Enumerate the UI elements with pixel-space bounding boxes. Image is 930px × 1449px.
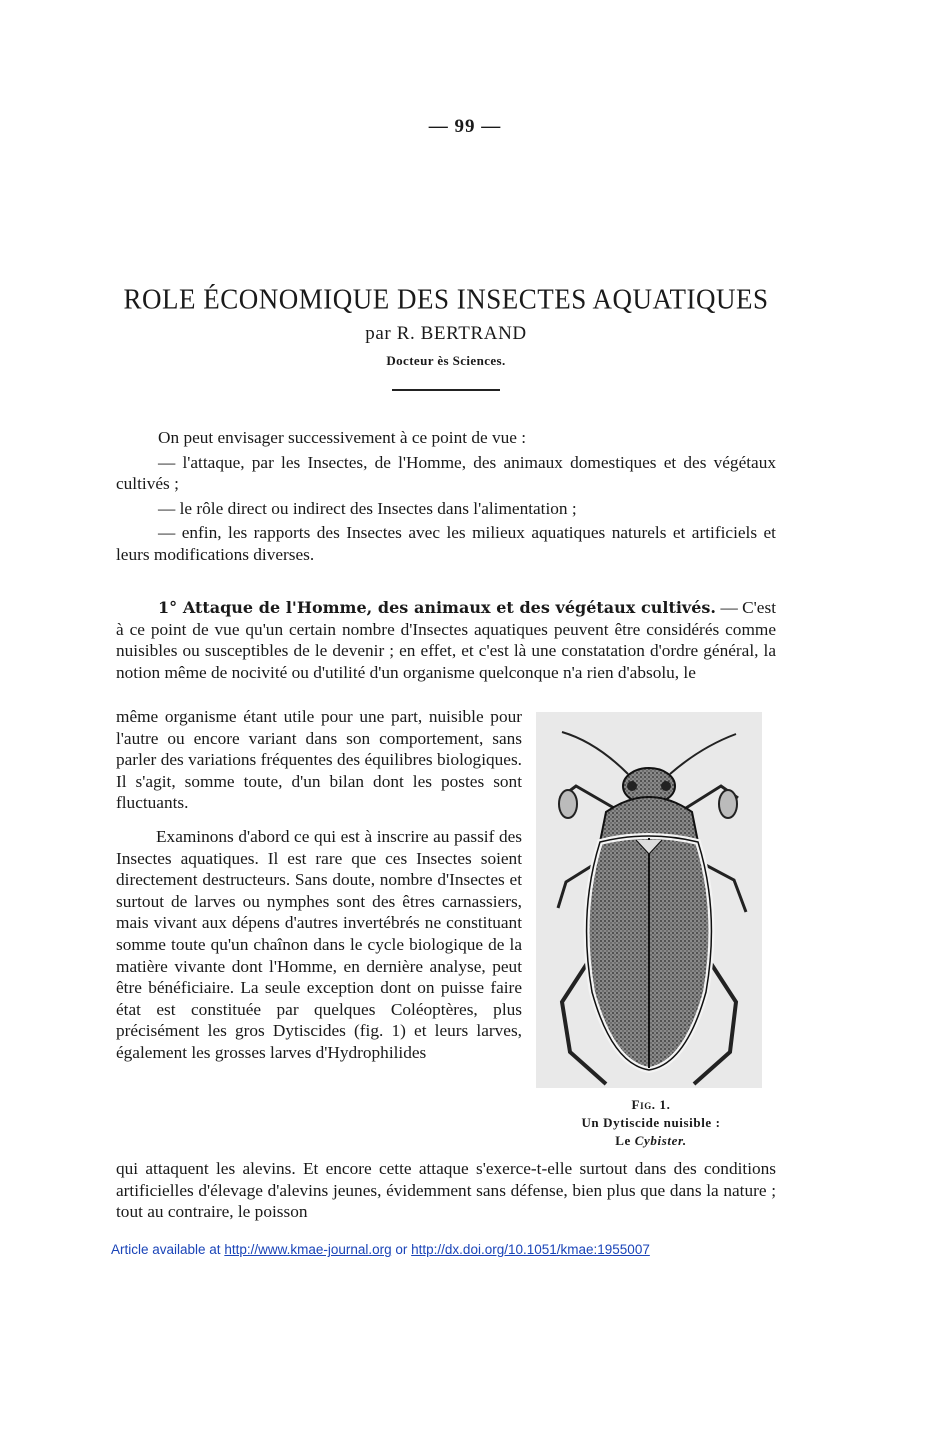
- section-lead-text: — C'est à ce point de vue qu'un certain nombre d'Insectes aquatiques peuvent être considérés comme nuisibles ou susceptibles de le devenir ; en effet, et c'est là une constatation d'ordre général, la notion même de nocivité ou d'utilité d'un organisme quelconque n'a rien d'absolu, le: [116, 598, 776, 682]
- caption-prefix: Le: [615, 1133, 635, 1148]
- journal-link[interactable]: http://www.kmae-journal.org: [224, 1242, 392, 1257]
- article-footer: [111, 1242, 650, 1257]
- intro-paragraph: — enfin, les rapports des Insectes avec les milieux aquatiques naturels et artificiels et leurs modifications diverses.: [116, 523, 776, 564]
- author-affiliation: Docteur ès Sciences.: [386, 353, 506, 368]
- article-title: ROLE ÉCONOMIQUE DES INSECTES AQUATIQUES: [123, 283, 769, 315]
- author-line: par R. BERTRAND: [365, 323, 527, 344]
- figure-caption: [536, 1096, 766, 1150]
- intro-paragraph: On peut envisager successivement à ce point de vue :: [158, 428, 527, 447]
- body-paragraph: Examinons d'abord ce qui est à inscrire au passif des Insectes aquatiques. Il est rare que ces Insectes soient directement destructeurs. Sans doute, nombre d'Insectes et surtout de larves ou nymphes sont des êtres carnassiers, mais vivant aux dépens d'autres invertébrés ne constituant somme toute qu'un chaînon dans le cycle biologique de la matière vivante dont l'Homme, en dernière analyse, peut être bénéficiaire. La seule exception dont on puisse faire état est constituée par quelques Coléoptères, plus précisément les gros Dytiscides (fig. 1) et leurs larves, également les grosses larves d'Hydrophilides: [116, 826, 522, 1062]
- dytiscid-beetle-illustration: [536, 712, 762, 1088]
- page-number: — 99 —: [428, 116, 502, 137]
- float-text-column: [116, 706, 522, 1064]
- title-divider: [392, 389, 500, 391]
- body-paragraph: qui attaquent les alevins. Et encore cette attaque s'exerce-t-elle surtout dans des conditions artificielles d'élevage d'alevins jeunes, évidemment sans défense, bien plus que dans la nature ; tout au contraire, le poisson: [116, 1159, 776, 1222]
- footer-middle: or: [391, 1242, 412, 1257]
- doi-link[interactable]: http://dx.doi.org/10.1051/kmae:1955007: [411, 1242, 650, 1257]
- intro-paragraph: — l'attaque, par les Insectes, de l'Homme, des animaux domestiques et des végétaux cultivés ;: [116, 452, 776, 494]
- figure-caption-line: Un Dytiscide nuisible :: [581, 1115, 721, 1130]
- footer-prefix: Article available at: [111, 1242, 225, 1257]
- beetle-figure: [536, 712, 762, 1088]
- section-heading: 1° Attaque de l'Homme, des animaux et des végétaux cultivés.: [158, 598, 716, 617]
- continuation-block: [116, 1158, 776, 1223]
- intro-block: [116, 427, 776, 566]
- intro-paragraph: — le rôle direct ou indirect des Insectes dans l'alimentation ;: [158, 498, 577, 518]
- figure-label: Fig. 1.: [631, 1097, 671, 1112]
- section-1-heading-paragraph: [116, 597, 776, 683]
- caption-species: Cybister.: [634, 1133, 687, 1148]
- section-1: [116, 597, 776, 683]
- figure-caption-line: [536, 1132, 766, 1150]
- body-paragraph: même organisme étant utile pour une part, nuisible pour l'autre ou encore variant dans son comportement, sans parler des variations fréquentes des équilibres biologiques. Il s'agit, somme toute, d'un bilan dont les postes sont fluctuants.: [116, 707, 522, 813]
